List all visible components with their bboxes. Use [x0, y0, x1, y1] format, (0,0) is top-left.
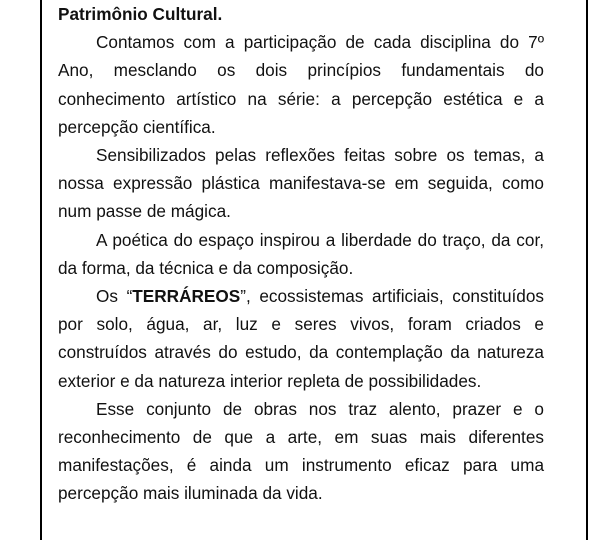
paragraph-poetica: A poética do espaço inspirou a liberdade do traço, da cor, da forma, da técnica e da composição.	[58, 229, 544, 278]
terrareos-rest: ”, ecossistemas artificiais, constituídos por solo, água, ar, luz e seres vivos, foram criados e construídos através do estudo, da contemplação da natureza exterior e da natureza interior repleta de possibilidades.	[58, 286, 544, 391]
section-heading: Patrimônio Cultural.	[58, 4, 223, 24]
paragraph-conclusion: Esse conjunto de obras nos traz alento, prazer e o reconhecimento de que a arte, em suas mais diferentes manifestações, é ainda um instrumento eficaz para uma percepção mais iluminada da vida.	[58, 398, 544, 504]
paragraph-sensibilizados: Sensibilizados pelas reflexões feitas sobre os temas, a nossa expressão plástica manifestava-se em seguida, como num passe de mágica.	[58, 145, 544, 222]
cut-off-next-line	[58, 534, 544, 540]
paragraph-terrareos	[58, 282, 544, 395]
paragraph-participation: Contamos com a participação de cada disciplina do 7º Ano, mesclando os dois princípios fundamentais do conhecimento artístico na série: a percepção estética e a percepção científica.	[58, 32, 544, 137]
document-body	[58, 0, 544, 508]
terrareos-prefix: Os “	[96, 286, 133, 307]
terrareos-term: TERRÁREOS	[132, 286, 241, 307]
